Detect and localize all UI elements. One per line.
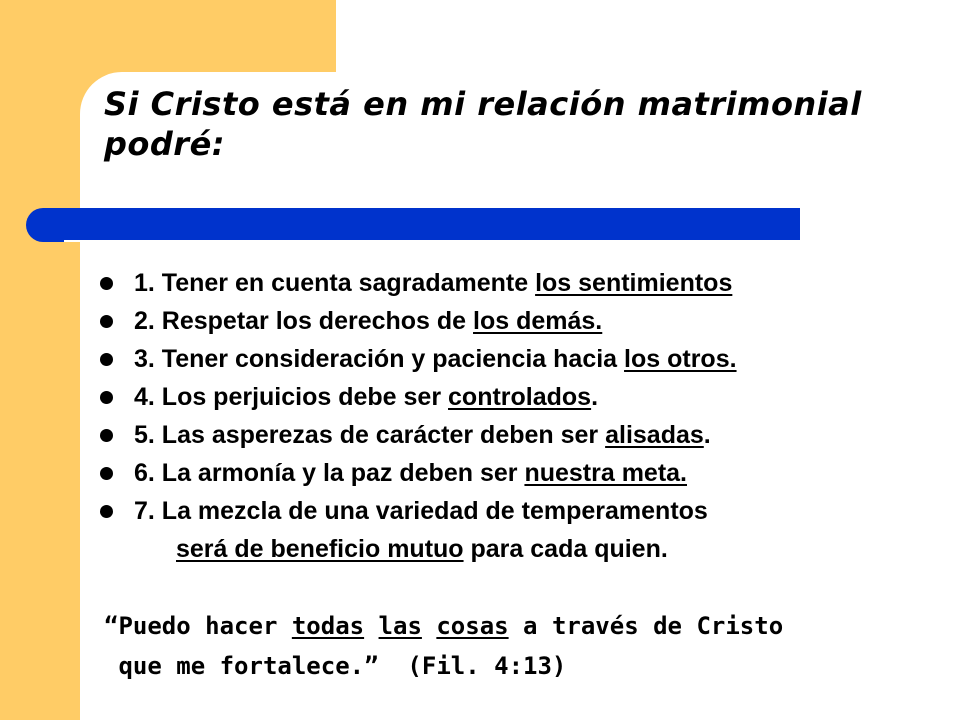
bullet-dot xyxy=(100,429,113,442)
quote-text: “Puedo hacer xyxy=(104,612,292,640)
item-text: 6. La armonía y la paz deben ser xyxy=(134,459,525,487)
list-item xyxy=(100,492,737,530)
quote-line-2: que me fortalece.” (Fil. 4:13) xyxy=(104,652,567,680)
bullet-dot xyxy=(100,505,113,518)
divider-bar-body xyxy=(64,208,800,240)
item-underlined-text: los sentimientos xyxy=(535,269,733,297)
divider-bar-cap xyxy=(26,208,66,242)
bullet-list xyxy=(100,264,737,568)
list-item xyxy=(100,302,737,340)
item-suffix: . xyxy=(591,383,599,411)
item-underlined-text: los otros. xyxy=(624,345,737,373)
item-underlined-text: los demás. xyxy=(473,307,603,335)
title-divider-bar xyxy=(26,208,800,242)
item-text: 1. Tener en cuenta sagradamente xyxy=(134,269,536,297)
list-item xyxy=(100,340,737,378)
list-item xyxy=(100,416,737,454)
bullet-dot xyxy=(100,391,113,404)
bible-quote xyxy=(104,606,783,686)
bullet-dot xyxy=(100,277,113,290)
bullet-dot xyxy=(100,353,113,366)
item-suffix: para cada quien. xyxy=(463,535,668,563)
quote-space xyxy=(364,612,378,640)
list-item xyxy=(100,378,737,416)
item-underlined-text: será de beneficio mutuo xyxy=(176,535,464,563)
divider-bar-notch xyxy=(64,240,92,242)
item-suffix: . xyxy=(703,421,711,449)
item-text: 4. Los perjuicios debe ser xyxy=(134,383,449,411)
item-underlined-text: nuestra meta. xyxy=(524,459,687,487)
quote-underlined-word: cosas xyxy=(436,612,509,640)
list-item-continuation xyxy=(100,530,737,568)
quote-space xyxy=(422,612,436,640)
bullet-dot xyxy=(100,315,113,328)
item-text: 3. Tener consideración y paciencia hacia xyxy=(134,345,625,373)
item-text: 5. Las asperezas de carácter deben ser xyxy=(134,421,606,449)
list-item xyxy=(100,264,737,302)
item-underlined-text: alisadas xyxy=(605,421,704,449)
bullet-dot xyxy=(100,467,113,480)
item-text: 2. Respetar los derechos de xyxy=(134,307,474,335)
quote-line-1 xyxy=(104,606,783,646)
quote-text: a través de Cristo xyxy=(508,612,784,640)
quote-underlined-word: las xyxy=(378,612,422,640)
quote-underlined-word: todas xyxy=(291,612,365,640)
list-item xyxy=(100,454,737,492)
item-text: 7. La mezcla de una variedad de temperamentos xyxy=(134,497,708,525)
item-underlined-text: controlados xyxy=(448,383,592,411)
slide-title: Si Cristo está en mi relación matrimonial podré: xyxy=(104,85,862,163)
